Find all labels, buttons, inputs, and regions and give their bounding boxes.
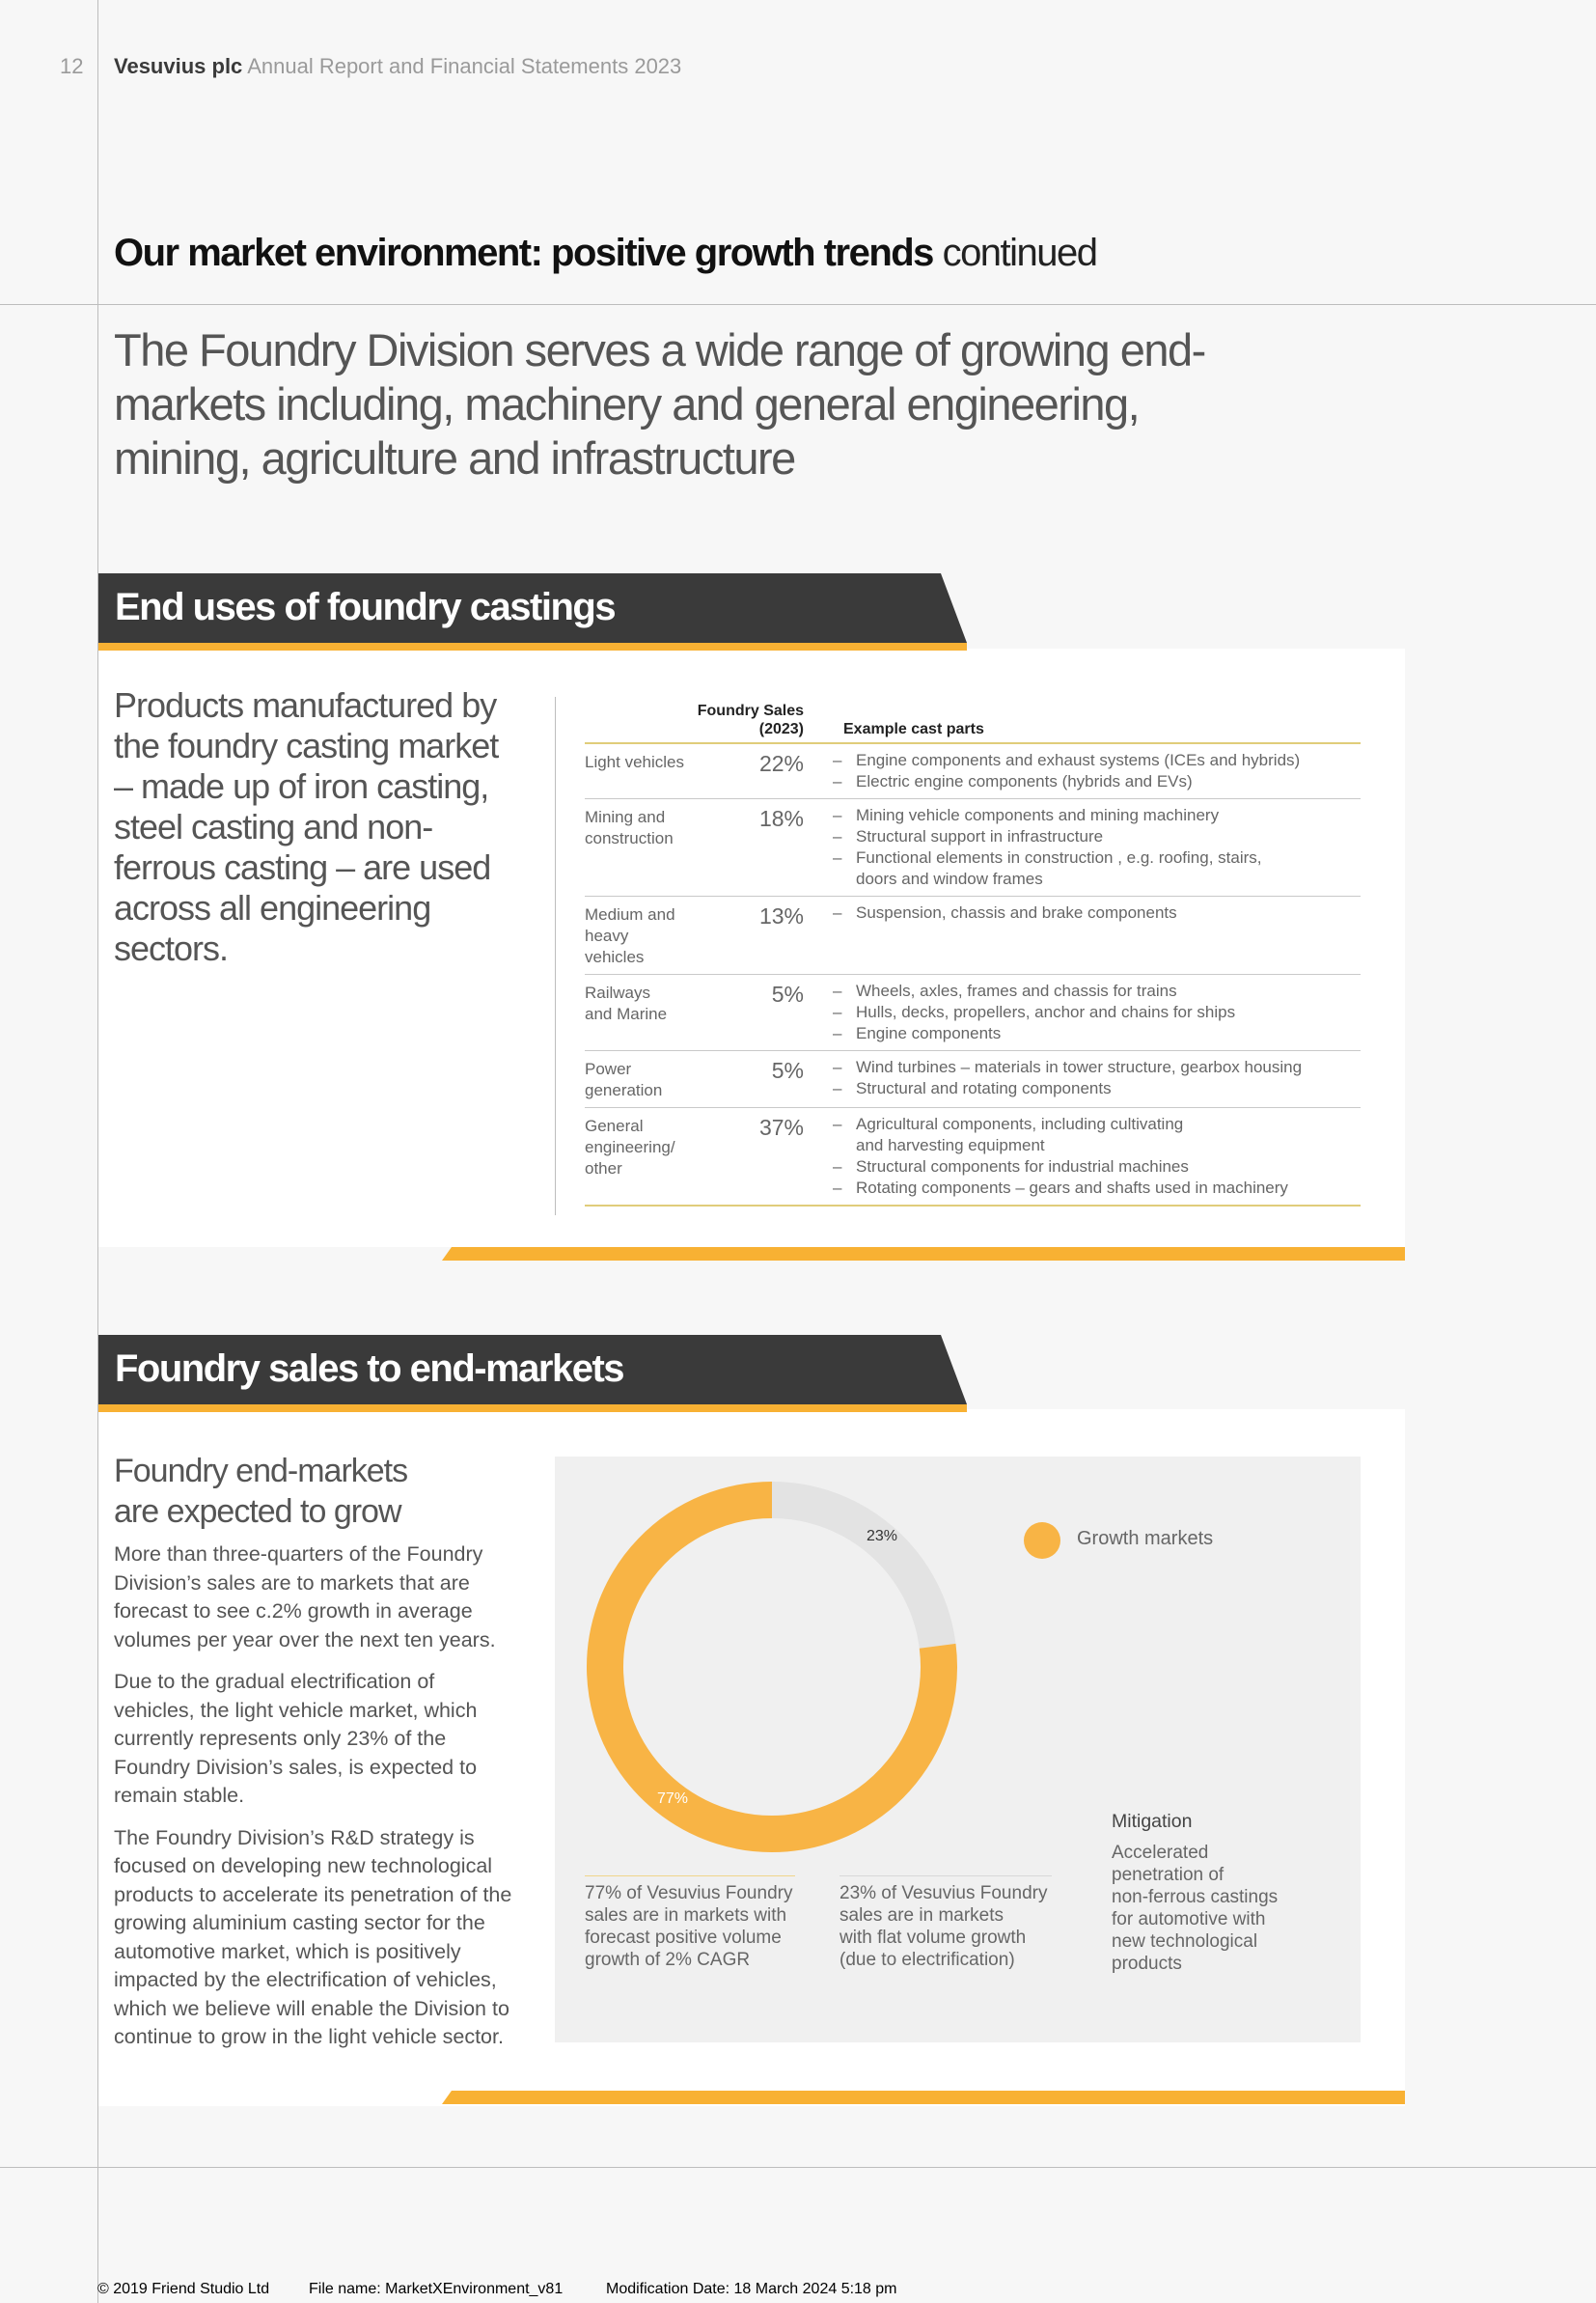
lead-statement: The Foundry Division serves a wide range of growing end-markets including, machinery and general engineering, mining, agriculture and infrastructure (114, 324, 1205, 484)
col-header-sales: Foundry Sales (2023) (697, 703, 804, 737)
running-header (60, 54, 681, 79)
row-category: Mining and construction (585, 808, 674, 847)
part-item: – Suspension, chassis and brake components (833, 902, 1354, 924)
table-row (585, 897, 1361, 975)
part-item: – Structural and rotating components (833, 1078, 1354, 1099)
part-item: – Functional elements in construction , e.g. roofing, stairs, doors and window frames (833, 847, 1354, 890)
end-uses-banner-title: End uses of foundry castings (115, 586, 616, 628)
row-sales-pct: 37% (758, 1115, 804, 1140)
part-item: – Engine components (833, 1023, 1354, 1044)
table-row (585, 744, 1361, 799)
footer-copyright: © 2019 Friend Studio Ltd (97, 2281, 270, 2297)
part-item: – Rotating components – gears and shafts used in machinery (833, 1178, 1354, 1199)
end-uses-intro: Products manufactured by the foundry casting market – made up of iron casting, steel casting and non-ferrous casting – are used across all engineering sectors. (114, 685, 499, 968)
row-sales-pct: 5% (771, 1058, 804, 1083)
section-title (114, 232, 1097, 275)
part-item: – Electric engine components (hybrids and EVs) (833, 771, 1354, 792)
row-parts (833, 1114, 1354, 1199)
part-item: – Hulls, decks, propellers, anchor and chains for ships (833, 1002, 1354, 1023)
mitigation-title: Mitigation (1112, 1811, 1193, 1832)
table-row (585, 799, 1361, 897)
part-item: – Engine components and exhaust systems (ICEs and hybrids) (833, 750, 1354, 771)
row-category: Railways and Marine (585, 984, 668, 1023)
note-growth: 77% of Vesuvius Foundry sales are in markets with forecast positive volume growth of 2% CAGR (585, 1883, 793, 1970)
end-markets-subheading: Foundry end-markets are expected to grow (114, 1453, 408, 1530)
section-title-suffix: continued (942, 232, 1097, 274)
row-category: Light vehicles (585, 753, 685, 771)
report-title: Annual Report and Financial Statements 2023 (247, 54, 682, 78)
footer-modified: Modification Date: 18 March 2024 5:18 pm (606, 2281, 897, 2297)
data-label-flat: 23% (867, 1528, 898, 1544)
note-rule (839, 1875, 1052, 1876)
footer-divider (0, 2167, 1596, 2168)
body-paragraph: The Foundry Division’s R&D strategy is focused on developing new technological products to accelerate its penetration of the growing aluminium casting sector for the automotive market, which is positively impacted by the electrification of vehicles, which we believe will enable the Division to continue to grow in the light vehicle sector. (114, 1825, 512, 2048)
col-header-parts: Example cast parts (843, 721, 984, 737)
table-header (585, 700, 1361, 744)
page-number: 12 (60, 54, 84, 78)
body-paragraph: Due to the gradual electrification of vehicles, the light vehicle market, which currently represents only 23% of the Foundry Division’s sales, is expected to remain stable. (114, 1670, 478, 1807)
table-body (585, 744, 1361, 1207)
table-row (585, 1108, 1361, 1207)
row-category: Medium and heavy vehicles (585, 905, 675, 966)
part-item: – Structural support in infrastructure (833, 826, 1354, 847)
row-parts (833, 902, 1354, 968)
donut-chart (579, 1474, 965, 1860)
end-markets-banner (98, 1335, 967, 1404)
note-flat: 23% of Vesuvius Foundry sales are in markets with flat volume growth (due to electrification) (839, 1883, 1048, 1970)
end-markets-banner-title: Foundry sales to end-markets (115, 1347, 624, 1390)
legend-label-growth: Growth markets (1077, 1528, 1214, 1549)
footer-file: File name: MarketXEnvironment_v81 (309, 2281, 564, 2297)
row-sales-pct: 18% (758, 806, 804, 831)
row-parts (833, 750, 1354, 792)
table-row (585, 975, 1361, 1051)
row-parts (833, 805, 1354, 890)
part-item: – Structural components for industrial machines (833, 1156, 1354, 1178)
mitigation-text: Accelerated penetration of non-ferrous castings for automotive with new technological products (1112, 1843, 1279, 1974)
row-parts (833, 981, 1354, 1044)
data-label-growth: 77% (657, 1790, 689, 1807)
end-markets-accent-stripe (442, 2091, 1405, 2104)
end-uses-accent-stripe (442, 1247, 1405, 1261)
part-item: – Mining vehicle components and mining machinery (833, 805, 1354, 826)
table-divider (555, 697, 556, 1215)
end-uses-table (585, 700, 1361, 1207)
row-parts (833, 1057, 1354, 1101)
row-sales-pct: 13% (758, 903, 804, 929)
part-item: – Agricultural components, including cultivating and harvesting equipment (833, 1114, 1354, 1156)
legend-swatch-growth (1024, 1522, 1060, 1559)
section-title-main: Our market environment: positive growth trends (114, 232, 933, 274)
end-uses-banner (98, 573, 967, 643)
row-category: Power generation (585, 1060, 663, 1099)
table-row (585, 1051, 1361, 1108)
note-rule (585, 1875, 795, 1876)
row-category: General engineering/ other (585, 1117, 675, 1178)
header-divider (0, 304, 1596, 305)
row-sales-pct: 22% (758, 751, 804, 776)
company-name: Vesuvius plc (114, 54, 243, 78)
body-paragraph: More than three-quarters of the Foundry Division’s sales are to markets that are forecast to see c.2% growth in average volumes per year over the next ten years. (114, 1542, 496, 1651)
part-item: – Wind turbines – materials in tower structure, gearbox housing (833, 1057, 1354, 1078)
donut-slice-flat (772, 1500, 938, 1646)
end-markets-body (114, 1540, 519, 2066)
part-item: – Wheels, axles, frames and chassis for trains (833, 981, 1354, 1002)
row-sales-pct: 5% (771, 982, 804, 1007)
